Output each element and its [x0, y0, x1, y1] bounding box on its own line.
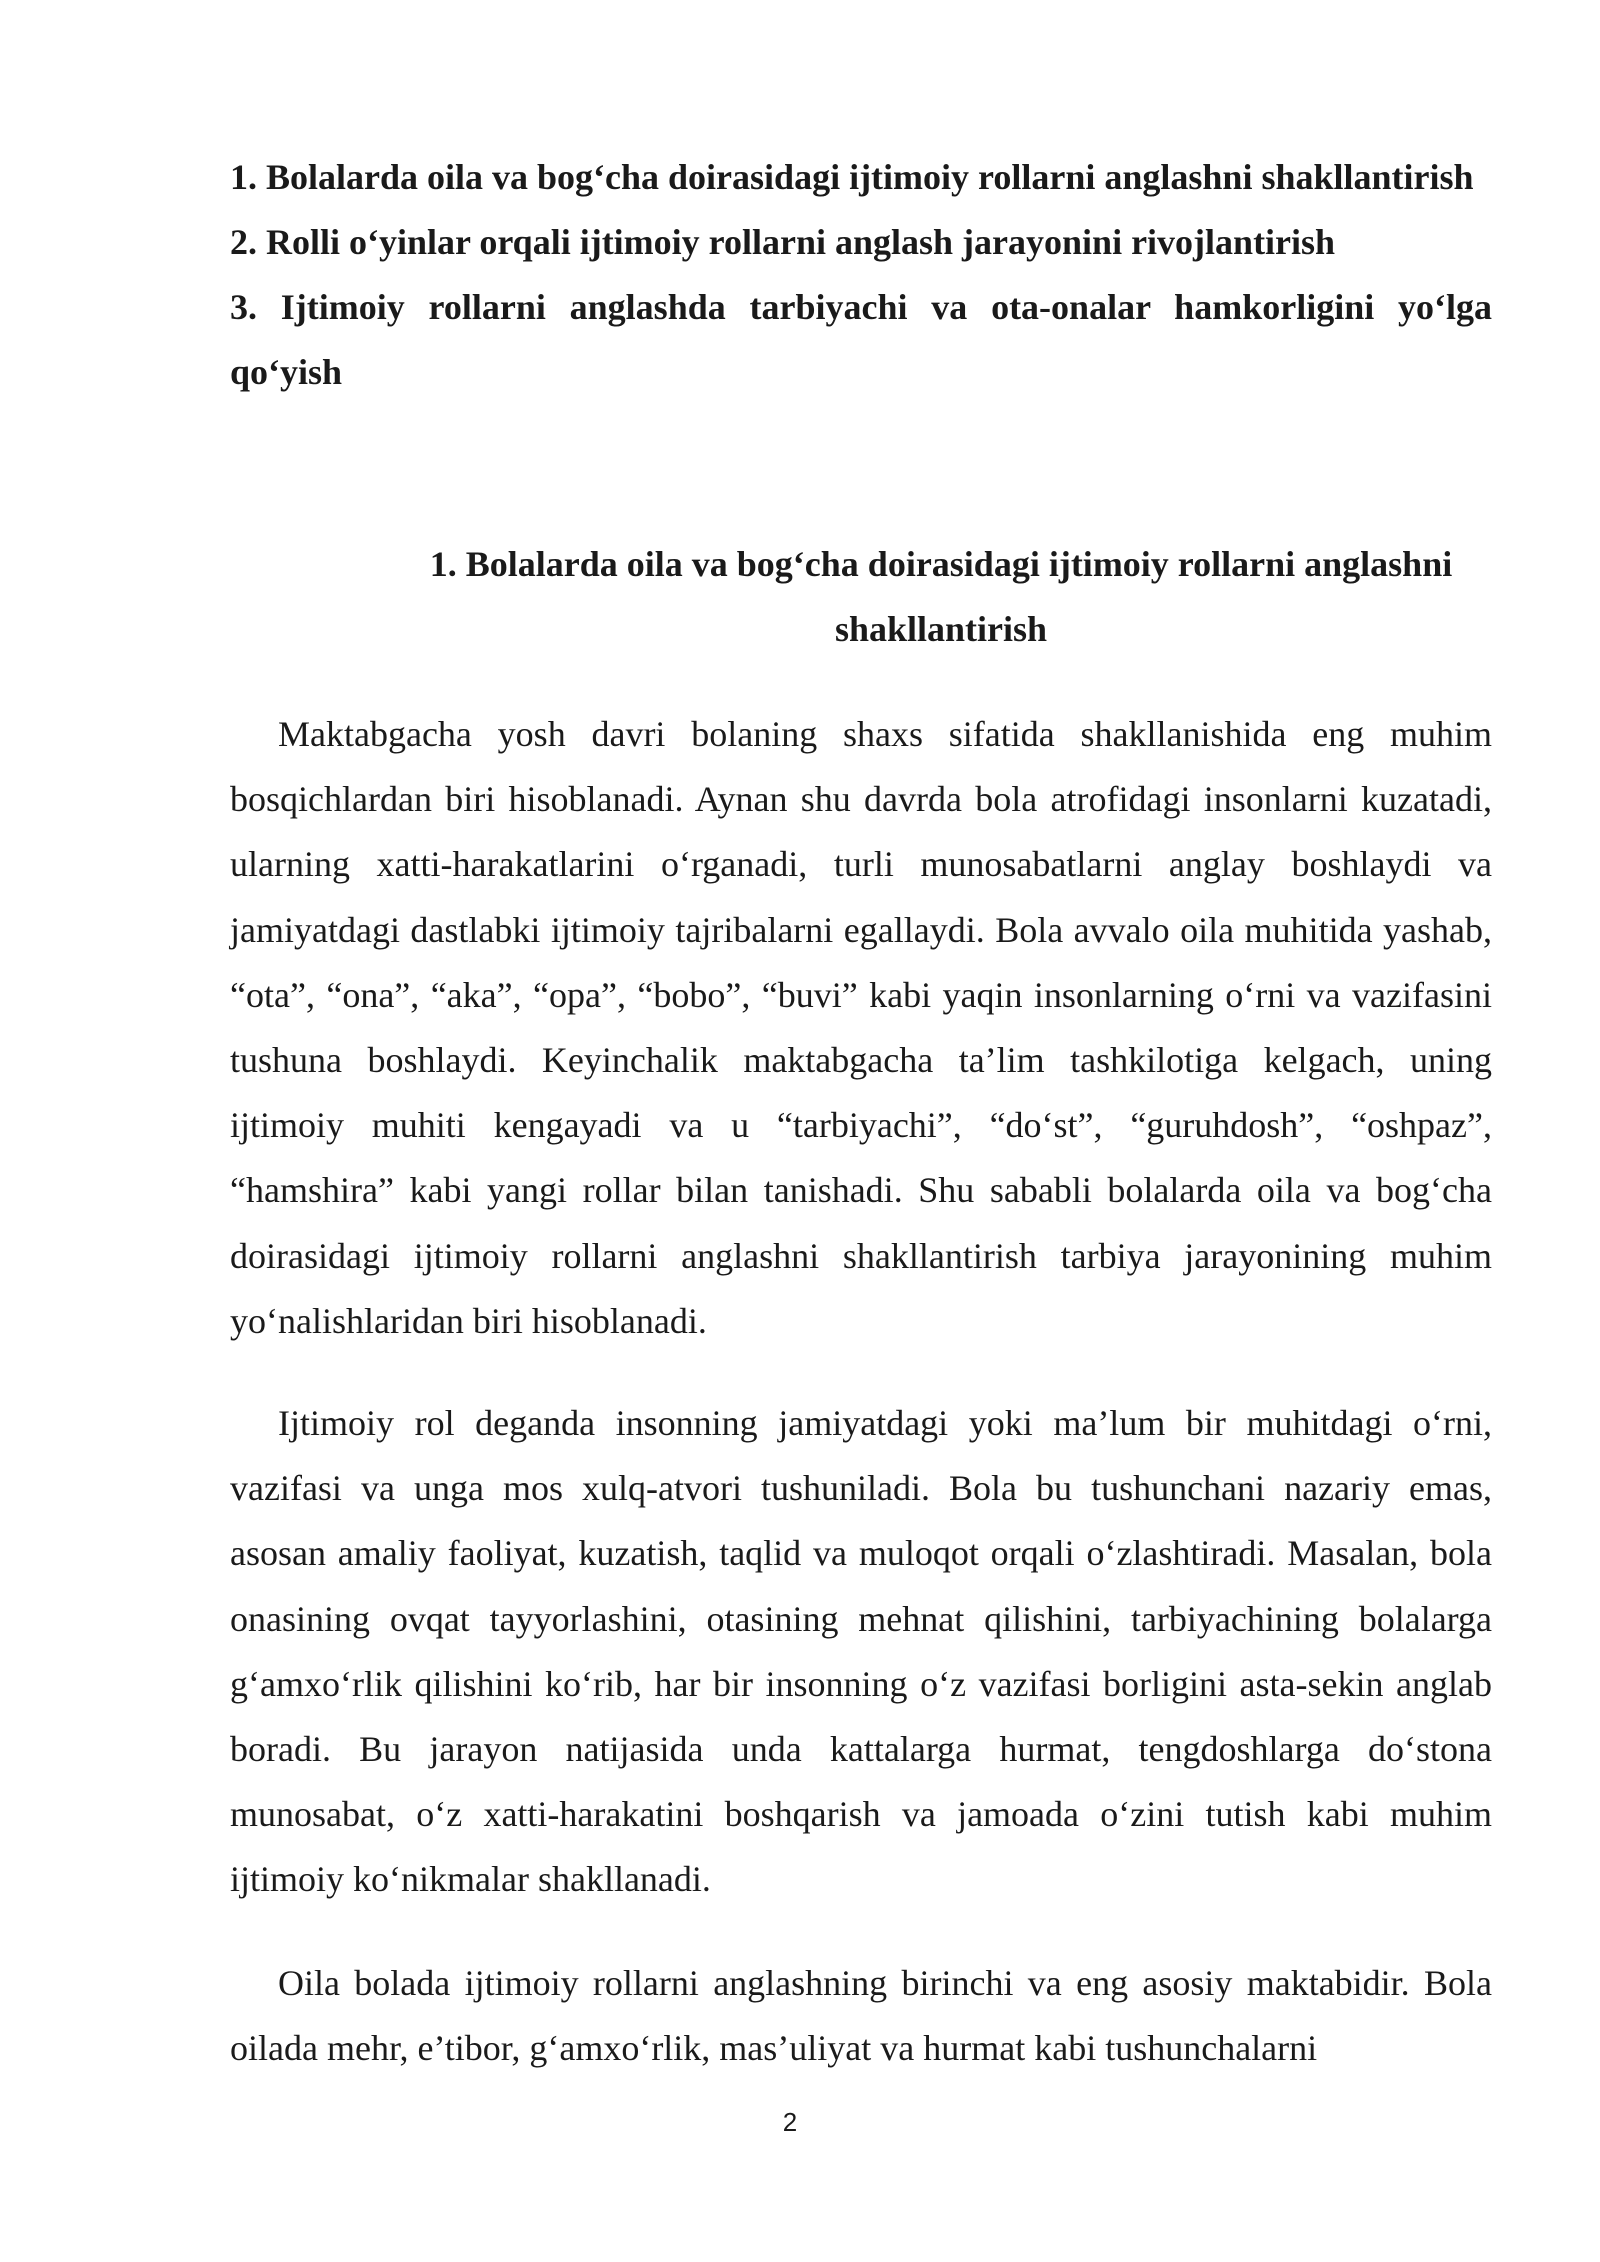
- toc-item-1: 1. Bolalarda oila va bog‘cha doirasidagi ijtimoiy rollarni anglashni shakllantirish: [230, 157, 1474, 197]
- page-number: 2: [782, 2107, 798, 2137]
- toc-item-2: 2. Rolli o‘yinlar orqali ijtimoiy rollarni anglash jarayonini rivojlantirish: [230, 222, 1336, 262]
- table-of-contents: [230, 145, 1492, 405]
- toc-item-3: 3. Ijtimoiy rollarni anglashda tarbiyachi va ota-onalar hamkorligini yo‘lga qo‘yish: [230, 287, 1492, 392]
- body-paragraph-3: Oila bolada ijtimoiy rollarni anglashning birinchi va eng asosiy maktabidir. Bola oilada mehr, e’tibor, g‘amxo‘rlik, mas’uliyat va hurmat kabi tushunchalarni: [230, 1963, 1492, 2069]
- body-paragraph-1: Maktabgacha yosh davri bolaning shaxs sifatida shakllanishida eng muhim bosqichlardan biri hisoblanadi. Aynan shu davrda bola atrofidagi insonlarni kuzatadi, ularning xatti-harakatlarini o‘rganadi, turli munosabatlarni anglay boshlaydi va jamiyatdagi dastlabki ijtimoiy tajribalarni egallaydi. Bola avvalo oila muhitida yashab, “ota”, “ona”, “aka”, “opa”, “bobo”, “buvi” kabi yaqin insonlarning o‘rni va vazifasini tushuna boshlaydi. Keyinchalik maktabgacha ta’lim tashkilotiga kelgach, uning ijtimoiy muhiti kengayadi va u “tarbiyachi”, “do‘st”, “guruhdosh”, “oshpaz”, “hamshira” kabi yangi rollar bilan tanishadi. Shu sababli bolalarda oila va bog‘cha doirasidagi ijtimoiy rollarni anglashni shakllantirish tarbiya jarayonining muhim yo‘nalishlaridan biri hisoblanadi.: [230, 714, 1492, 1341]
- body-paragraph-2: Ijtimoiy rol deganda insonning jamiyatdagi yoki ma’lum bir muhitdagi o‘rni, vazifasi va unga mos xulq-atvori tushuniladi. Bola bu tushunchani nazariy emas, asosan amaliy faoliyat, kuzatish, taqlid va muloqot orqali o‘zlashtiradi. Masalan, bola onasining ovqat tayyorlashini, otasining mehnat qilishini, tarbiyachining bolalarga g‘amxo‘rlik qilishini ko‘rib, har bir insonning o‘z vazifasi borligini asta-sekin anglab boradi. Bu jarayon natijasida unda kattalarga hurmat, tengdoshlarga do‘stona munosabat, o‘z xatti-harakatini boshqarish va jamoada o‘zini tutish kabi muhim ijtimoiy ko‘nikmalar shakllanadi.: [230, 1403, 1492, 1900]
- document-page: [230, 0, 1492, 2262]
- section-heading: 1. Bolalarda oila va bog‘cha doirasidagi ijtimoiy rollarni anglashni shakllantirish: [429, 544, 1453, 649]
